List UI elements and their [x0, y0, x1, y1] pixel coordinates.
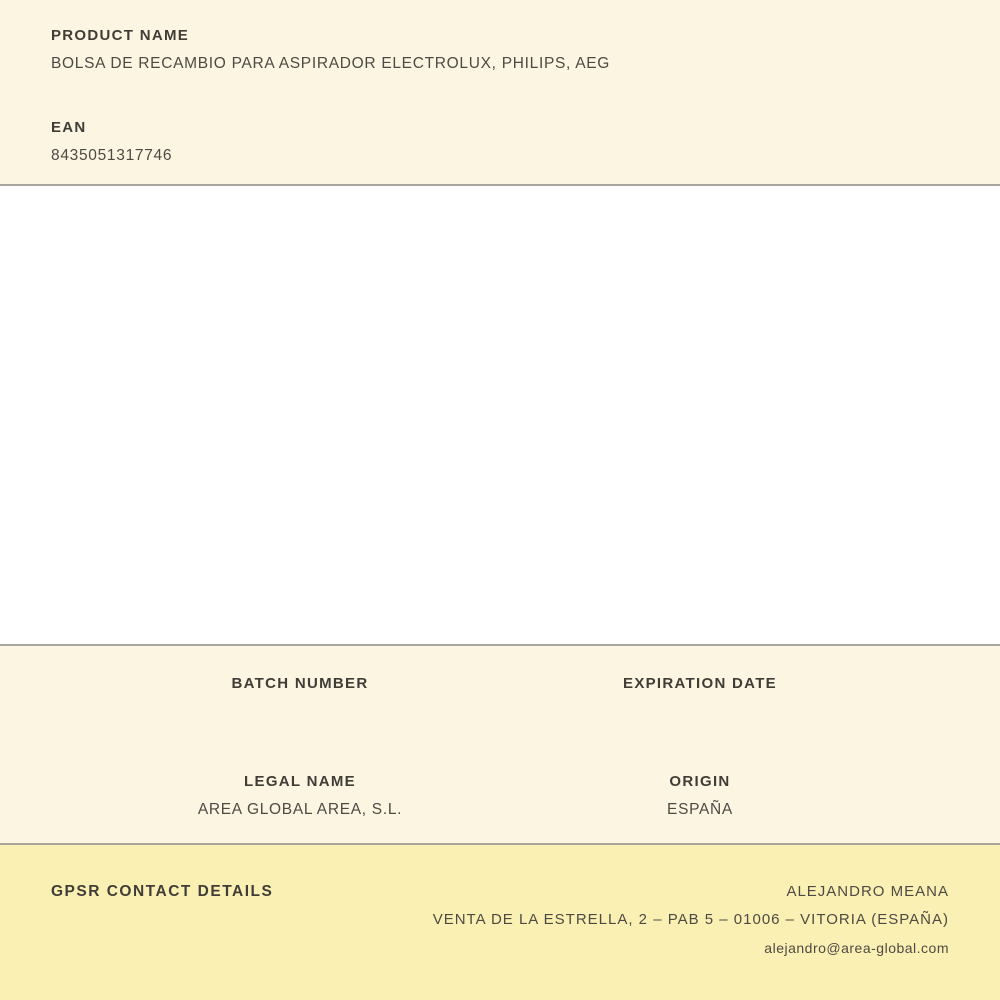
product-info-section	[0, 0, 1000, 184]
gpsr-contact-address: VENTA DE LA ESTRELLA, 2 – PAB 5 – 01006 – VITORIA (ESPAÑA)	[432, 911, 949, 928]
legal-name-label: LEGAL NAME	[244, 773, 356, 790]
empty-content-area	[0, 186, 1000, 644]
gpsr-contact-email: alejandro@area-global.com	[764, 940, 949, 956]
batch-number-label: BATCH NUMBER	[231, 675, 369, 692]
product-name-label: PRODUCT NAME	[51, 27, 190, 44]
expiration-date-label: EXPIRATION DATE	[623, 675, 777, 692]
expiration-date-field	[500, 674, 900, 702]
ean-value: 8435051317746	[51, 147, 173, 164]
gpsr-contact-title: GPSR CONTACT DETAILS	[51, 883, 274, 900]
origin-field	[500, 772, 900, 820]
ean-field	[51, 118, 949, 166]
gpsr-contact-section	[0, 845, 1000, 1000]
gpsr-contact-name: ALEJANDRO MEANA	[786, 883, 949, 900]
origin-value: ESPAÑA	[667, 801, 733, 818]
batch-number-field	[100, 674, 500, 702]
product-name-value: BOLSA DE RECAMBIO PARA ASPIRADOR ELECTROLUX, PHILIPS, AEG	[51, 55, 611, 72]
legal-name-field	[100, 772, 500, 820]
gpsr-contact-block	[433, 883, 949, 957]
details-section	[0, 646, 1000, 843]
details-row-1	[100, 674, 900, 702]
details-grid	[100, 674, 900, 820]
details-row-2	[100, 772, 900, 820]
ean-label: EAN	[51, 119, 87, 136]
legal-name-value: AREA GLOBAL AREA, S.L.	[197, 801, 403, 818]
product-name-field	[51, 26, 949, 74]
origin-label: ORIGIN	[669, 773, 731, 790]
